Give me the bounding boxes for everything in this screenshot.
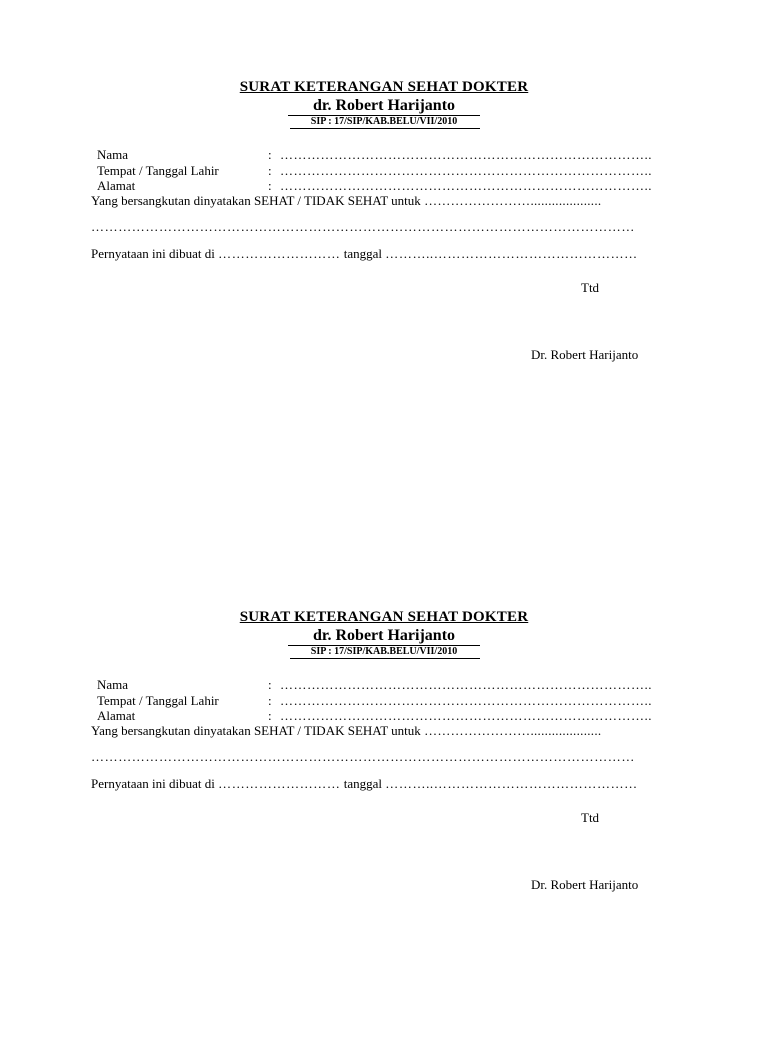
- declaration-middle: tanggal: [340, 246, 386, 261]
- field-label-alamat: Alamat: [97, 708, 136, 723]
- sip-number: SIP : 17/SIP/KAB.BELU/VII/2010: [310, 646, 458, 657]
- field-blank-alamat[interactable]: ………………………………………………………………………..: [280, 708, 652, 723]
- signatory-name: Dr. Robert Harijanto: [531, 347, 639, 362]
- sip-divider: [290, 128, 480, 129]
- certificate-title: SURAT KETERANGAN SEHAT DOKTER: [239, 79, 529, 95]
- declaration-prefix: Pernyataan ini dibuat di: [91, 246, 219, 261]
- field-colon: :: [268, 693, 272, 708]
- signatory-name: Dr. Robert Harijanto: [531, 877, 639, 892]
- place-blank[interactable]: ………………………: [218, 246, 341, 261]
- field-colon: :: [268, 677, 272, 692]
- field-blank-alamat[interactable]: ………………………………………………………………………..: [280, 178, 652, 193]
- field-label-nama: Nama: [97, 677, 129, 692]
- sip-divider: [290, 658, 480, 659]
- health-certificate-form-1: [0, 0, 768, 520]
- field-colon: :: [268, 708, 272, 723]
- field-blank-nama[interactable]: ………………………………………………………………………..: [280, 677, 652, 692]
- signature-label: Ttd: [581, 280, 600, 295]
- field-colon: :: [268, 163, 272, 178]
- date-blank[interactable]: ………..………………………………………: [385, 776, 638, 791]
- health-statement: [91, 193, 601, 209]
- field-blank-nama[interactable]: ………………………………………………………………………..: [280, 147, 652, 162]
- doctor-name: dr. Robert Harijanto: [312, 97, 456, 114]
- health-certificate-form-2: [0, 530, 768, 1050]
- field-label-tempat-tanggal-lahir: Tempat / Tanggal Lahir: [97, 163, 219, 178]
- statement-text: Yang bersangkutan dinyatakan SEHAT / TIDAK SEHAT untuk: [91, 193, 425, 208]
- declaration-line: [91, 776, 638, 792]
- field-blank-tempat-tanggal-lahir[interactable]: ………………………………………………………………………..: [280, 163, 652, 178]
- statement-purpose-blank[interactable]: ……………………....................: [424, 193, 602, 208]
- field-colon: :: [268, 178, 272, 193]
- sip-number: SIP : 17/SIP/KAB.BELU/VII/2010: [310, 116, 458, 127]
- health-statement: [91, 723, 601, 739]
- statement-text: Yang bersangkutan dinyatakan SEHAT / TIDAK SEHAT untuk: [91, 723, 425, 738]
- date-blank[interactable]: ………..………………………………………: [385, 246, 638, 261]
- continuation-blank[interactable]: …………………………………………………………………………………………………………: [91, 749, 635, 764]
- statement-purpose-blank[interactable]: ……………………....................: [424, 723, 602, 738]
- field-label-nama: Nama: [97, 147, 129, 162]
- doctor-name: dr. Robert Harijanto: [312, 627, 456, 644]
- declaration-middle: tanggal: [340, 776, 386, 791]
- field-blank-tempat-tanggal-lahir[interactable]: ………………………………………………………………………..: [280, 693, 652, 708]
- certificate-title: SURAT KETERANGAN SEHAT DOKTER: [239, 609, 529, 625]
- declaration-prefix: Pernyataan ini dibuat di: [91, 776, 219, 791]
- declaration-line: [91, 246, 638, 262]
- place-blank[interactable]: ………………………: [218, 776, 341, 791]
- continuation-blank[interactable]: …………………………………………………………………………………………………………: [91, 219, 635, 234]
- signature-label: Ttd: [581, 810, 600, 825]
- field-colon: :: [268, 147, 272, 162]
- field-label-tempat-tanggal-lahir: Tempat / Tanggal Lahir: [97, 693, 219, 708]
- field-label-alamat: Alamat: [97, 178, 136, 193]
